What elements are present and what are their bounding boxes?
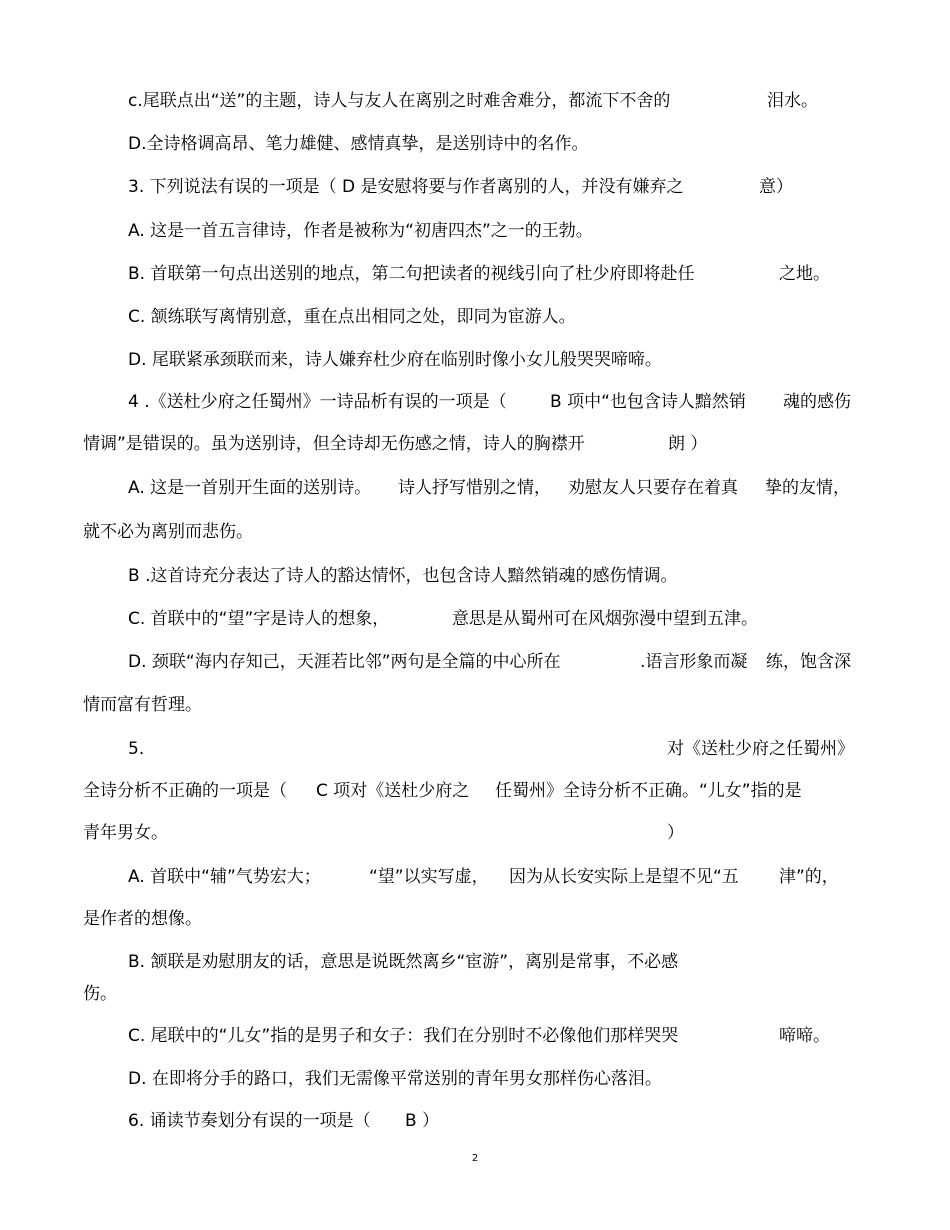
text-segment: 泪水。 — [767, 91, 818, 111]
text-segment: B 项中“也包含诗人黯然销 — [550, 392, 746, 412]
text-line — [128, 951, 678, 973]
text-line — [128, 1068, 662, 1090]
text-line — [568, 477, 738, 499]
text-line — [83, 694, 202, 716]
text-segment: D. 尾联紧承颈联而来，诗人嫌弃杜少府在临别时像小女儿般哭哭啼啼。 — [128, 350, 662, 370]
text-line — [369, 866, 489, 888]
text-segment: 魂的感伤 — [783, 392, 851, 412]
text-line — [452, 608, 758, 630]
text-segment: A. 首联中“辅”气势宏大； — [128, 867, 321, 887]
text-segment: B. 颔联是劝慰朋友的话，意思是说既然离乡“宦游”，离别是常事，不必感 — [128, 952, 679, 972]
text-line — [779, 263, 830, 285]
text-line — [509, 866, 739, 888]
text-line — [668, 433, 707, 455]
text-line — [128, 1110, 371, 1132]
text-line — [128, 90, 670, 112]
text-segment: A. 这是一首五言律诗，作者是被称为“初唐四杰”之一的王勃。 — [128, 221, 593, 241]
text-segment: C 项对《送杜少府之 — [316, 781, 470, 801]
text-segment: D. 颈联“海内存知己，天涯若比邻”两句是全篇的中心所在 — [128, 652, 561, 672]
text-line — [405, 1110, 439, 1132]
text-segment: 诗人抒写惜别之情， — [398, 478, 551, 498]
text-line — [766, 651, 851, 673]
text-line — [128, 349, 662, 371]
text-segment: 情调”是错误的。虽为送别诗，但全诗却无伤感之情，诗人的胸襟开 — [83, 434, 585, 454]
text-segment: 是作者的想像。 — [83, 909, 202, 929]
text-line — [398, 477, 551, 499]
text-segment: 意思是从蜀州可在风烟弥漫中望到五津。 — [452, 609, 758, 629]
text-segment: 挚的友情， — [765, 478, 850, 498]
text-line — [667, 738, 854, 760]
page-number: 2 — [471, 1153, 479, 1164]
text-line — [128, 608, 389, 630]
text-line — [128, 1025, 678, 1047]
text-line — [767, 90, 818, 112]
text-segment: c.尾联点出“送”的主题，诗人与友人在离别之时难舍难分，都流下不舍的 — [128, 91, 671, 111]
text-segment: D.全诗格调高昂、笔力雄健、感情真挚，是送别诗中的名作。 — [128, 134, 589, 154]
text-line — [83, 433, 585, 455]
text-line — [779, 1025, 830, 1047]
text-line — [128, 220, 593, 242]
text-line — [667, 822, 684, 844]
text-line — [83, 908, 202, 930]
text-line — [759, 176, 793, 198]
text-line — [316, 780, 469, 802]
text-segment: 对《送杜少府之任蜀州》 — [667, 739, 854, 759]
text-segment: B. 首联第一句点出送别的地点，第二句把读者的视线引向了杜少府即将赴任 — [128, 264, 695, 284]
text-segment: B ） — [405, 1111, 440, 1131]
text-segment: 因为从长安实际上是望不见“五 — [509, 867, 739, 887]
text-line — [128, 306, 576, 328]
text-segment: 全诗分析不正确的一项是（ — [83, 781, 287, 801]
text-segment: 3. 下列说法有误的一项是（ D 是安慰将要与作者离别的人，并没有嫌弃之 — [128, 177, 684, 197]
text-line — [779, 866, 839, 888]
text-segment: 情而富有哲理。 — [83, 695, 202, 715]
text-segment: 之地。 — [779, 264, 830, 284]
text-line — [83, 822, 168, 844]
text-segment: C. 首联中的“望”字是诗人的想象， — [128, 609, 390, 629]
text-line — [128, 651, 561, 673]
text-line — [128, 477, 371, 499]
text-line — [128, 176, 684, 198]
text-line — [83, 521, 253, 543]
text-segment: .语言形象而凝 — [640, 652, 748, 672]
text-segment: 伤。 — [83, 984, 117, 1004]
text-segment: 意） — [759, 177, 793, 197]
text-line — [128, 565, 677, 587]
text-line — [128, 263, 694, 285]
text-segment: D. 在即将分手的路口，我们无需像平常送别的青年男女那样伤心落泪。 — [128, 1069, 662, 1089]
text-segment: C. 尾联中的“儿女”指的是男子和女子：我们在分别时不必像他们那样哭哭 — [128, 1026, 679, 1046]
text-line — [550, 391, 746, 413]
text-segment: “望”以实写虚， — [369, 867, 489, 887]
text-segment: 练，饱含深 — [766, 652, 851, 672]
text-line — [83, 983, 117, 1005]
text-segment: ） — [667, 823, 684, 843]
text-segment: A. 这是一首别开生面的送别诗。 — [128, 478, 372, 498]
text-segment: 5. — [128, 739, 145, 759]
text-segment: 任蜀州》全诗分析不正确。“儿女”指的是 — [495, 781, 802, 801]
text-line — [128, 866, 321, 888]
text-segment: 津”的， — [779, 867, 839, 887]
text-line — [128, 391, 507, 413]
text-line — [765, 477, 850, 499]
text-segment: C. 颔练联写离情别意，重在点出相同之处，即同为宦游人。 — [128, 307, 576, 327]
text-segment: 就不必为离别而悲伤。 — [83, 522, 253, 542]
text-line — [128, 133, 589, 155]
text-line — [783, 391, 851, 413]
text-segment: 劝慰友人只要存在着真 — [568, 478, 738, 498]
text-segment: 朗 ） — [668, 434, 708, 454]
text-segment: B .这首诗充分表达了诗人的豁达情怀，也包含诗人黯然销魂的感伤情调。 — [128, 566, 678, 586]
text-segment: 4 .《送杜少府之任蜀州》一诗品析有误的一项是（ — [128, 392, 507, 412]
text-line — [640, 651, 747, 673]
text-line — [83, 780, 287, 802]
text-segment: 青年男女。 — [83, 823, 168, 843]
text-line — [128, 738, 144, 760]
text-line — [495, 780, 802, 802]
text-segment: 啼啼。 — [779, 1026, 830, 1046]
text-segment: 6. 诵读节奏划分有误的一项是（ — [128, 1111, 371, 1131]
